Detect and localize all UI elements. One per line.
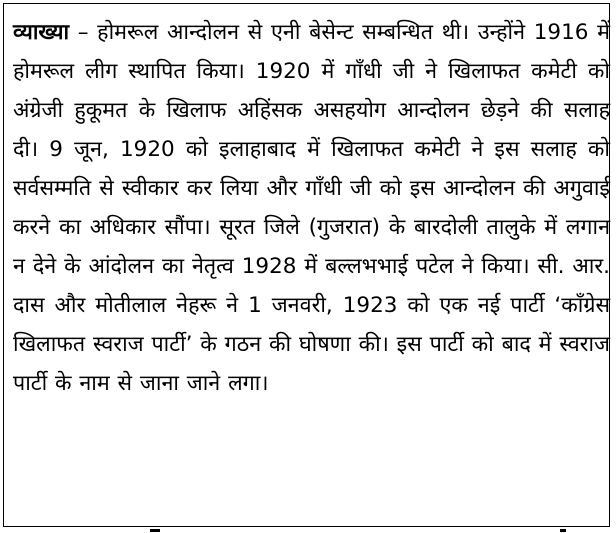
passage-box [3, 3, 610, 527]
passage-heading: व्याख्या [13, 20, 70, 45]
cropped-glyph-fragment [560, 529, 566, 532]
passage-paragraph [13, 13, 610, 403]
passage-body: होमरूल आन्दोलन से एनी बेसेन्ट सम्बन्धित थी। उन्होंने 1916 में होमरूल लीग स्थापित किया। 1920 में गाँधी जी ने खिलाफत कमेटी को अंग्रेजी हुकूमत के खिलाफ अहिंसक असहयोग आन्दोलन छेड़ने की सलाह दी। 9 जून, 1920 को इलाहाबाद में खिलाफत कमेटी ने इस सलाह को सर्वसम्मति से स्वीकार कर लिया और गाँधी जी को इस आन्दोलन की अगुवाई करने का अधिकार सौंपा। सूरत जिले (गुजरात) के बारदोली तालुके में लगान न देने के आंदोलन का नेतृत्व 1928 में बल्लभभाई पटेल ने किया। सी. आर. दास और मोतीलाल नेहरू ने 1 जनवरी, 1923 को एक नई पार्टी ‘काँग्रेस खिलाफत स्वराज पार्टी’ के गठन की घोषणा की। इस पार्टी को बाद में स्वराज पार्टी के नाम से जाना जाने लगा। [13, 20, 611, 396]
heading-dash: – [69, 20, 98, 45]
cropped-glyph-fragment [150, 529, 160, 532]
cropped-next-line [0, 527, 616, 533]
